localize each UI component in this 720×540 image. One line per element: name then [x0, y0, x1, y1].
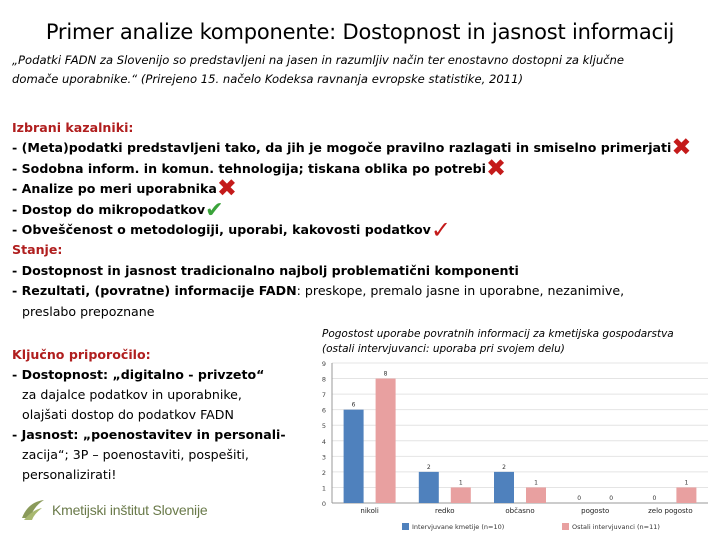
- bar: [451, 487, 471, 503]
- y-tick-label: 5: [321, 422, 326, 431]
- data-label: 6: [351, 401, 356, 409]
- x-mark-icon: ✖: [671, 133, 692, 162]
- recommendation-line-6: personalizirati!: [22, 467, 117, 482]
- y-tick-label: 3: [321, 453, 326, 462]
- x-tick-label: pogosto: [581, 507, 610, 515]
- y-tick-label: 6: [321, 406, 326, 415]
- data-label: 1: [534, 479, 538, 487]
- state-line-2: [12, 281, 712, 301]
- main-text: [12, 118, 712, 322]
- state-heading: Stanje:: [12, 242, 63, 258]
- data-label: 2: [502, 463, 506, 471]
- data-label: 0: [652, 495, 657, 502]
- bar: [494, 472, 514, 503]
- y-tick-label: 8: [321, 375, 326, 384]
- bar: [526, 487, 546, 503]
- quote-line-1: „Podatki FADN za Slovenijo so predstavljeni na jasen in razumljiv način ter enostavno dostopni za ključne: [12, 53, 625, 67]
- legend-swatch: [402, 523, 409, 530]
- recommendation-line-3: olajšati dostop do podatkov FADN: [22, 407, 234, 422]
- x-tick-label: zelo pogosto: [648, 507, 693, 515]
- indicator-item-5: [12, 216, 712, 245]
- x-tick-label: občasno: [505, 507, 535, 515]
- x-mark-icon: ✖: [485, 153, 507, 182]
- y-tick-label: 4: [321, 437, 326, 446]
- recommendation-line-5: zacija“; 3P – poenostaviti, pospešiti,: [22, 447, 249, 462]
- recommendation-line-4: - Jasnost: „poenostavitev in personali-: [12, 427, 286, 442]
- bar: [344, 410, 364, 503]
- footer-logo: [20, 498, 207, 522]
- data-label: 8: [383, 370, 388, 378]
- bar: [376, 379, 396, 503]
- recommendation: [12, 345, 332, 485]
- data-label: 1: [684, 479, 689, 487]
- indicator-item-4: [12, 197, 712, 223]
- legend-label: Ostali intervjuvanci (n=11): [572, 523, 660, 531]
- x-mark-icon: ✖: [216, 174, 237, 203]
- state-line-3: preslabo prepoznane: [22, 303, 155, 319]
- data-label: 2: [426, 463, 431, 471]
- y-tick-label: 0: [321, 500, 326, 508]
- y-tick-label: 1: [321, 484, 326, 493]
- bar-chart: [310, 355, 715, 535]
- logo-text: Kmetijski inštitut Slovenije: [52, 502, 208, 518]
- indicator-item-5-text: - Obveščenost o metodologiji, uporabi, kakovosti podatkov: [12, 222, 431, 238]
- state-line-1: - Dostopnost in jasnost tradicionalno najbolj problematični komponenti: [12, 262, 519, 278]
- bar: [419, 472, 439, 503]
- recommendation-line-1: - Dostopnost: „digitalno - privzeto“: [12, 367, 265, 382]
- bar: [676, 487, 696, 503]
- check-mark-green-icon: ✔: [205, 197, 224, 223]
- recommendation-line-2: za dajalce podatkov in uporabnike,: [22, 387, 242, 402]
- slide-title: Primer analize komponente: Dostopnost in jasnost informacij: [45, 20, 675, 44]
- quote-line-2: domače uporabnike.“ (Prirejeno 15. načelo Kodeksa ravnanja evropske statistike, 2011): [12, 72, 523, 86]
- x-tick-label: nikoli: [360, 507, 379, 515]
- indicator-item-3: [12, 174, 712, 203]
- recommendation-heading: Ključno priporočilo:: [12, 347, 151, 362]
- indicator-item-3-text: - Analize po meri uporabnika: [12, 181, 217, 197]
- state-line-2-bold: - Rezultati, (povratne) informacije FADN: [12, 283, 297, 299]
- chart-title-line-1: Pogostost uporabe povratnih informacij za kmetijska gospodarstva: [322, 328, 674, 340]
- indicator-item-1: [12, 133, 712, 162]
- indicators-heading: Izbrani kazalniki:: [12, 120, 134, 135]
- legend-swatch: [562, 523, 569, 530]
- y-tick-label: 2: [321, 468, 326, 477]
- quote: [12, 51, 712, 89]
- data-label: 0: [609, 495, 614, 502]
- y-tick-label: 7: [321, 391, 326, 400]
- indicator-item-4-text: - Dostop do mikropodatkov: [12, 201, 206, 217]
- check-mark-red-icon: ✓: [430, 216, 451, 245]
- legend-label: Intervjuvane kmetije (n=10): [412, 523, 505, 531]
- y-tick-label: 9: [321, 360, 326, 368]
- kis-leaf-logo-icon: [20, 498, 46, 522]
- data-label: 1: [458, 479, 463, 487]
- indicator-item-2-text: - Sodobna inform. in komun. tehnologija; tiskana oblika po potrebi: [12, 160, 486, 176]
- indicator-item-1-text: - (Meta)podatki predstavljeni tako, da jih je mogoče pravilno razlagati in smiselno primerjati: [12, 140, 672, 156]
- chart-title-line-2: (ostali intervjuvanci: uporaba pri svojem delu): [322, 343, 565, 355]
- chart-title: [322, 327, 720, 357]
- indicator-item-2: [12, 153, 712, 182]
- data-label: 0: [577, 495, 582, 502]
- x-tick-label: redko: [435, 507, 455, 515]
- state-line-2-rest: : preskope, premalo jasne in uporabne, nezanimive,: [296, 283, 625, 299]
